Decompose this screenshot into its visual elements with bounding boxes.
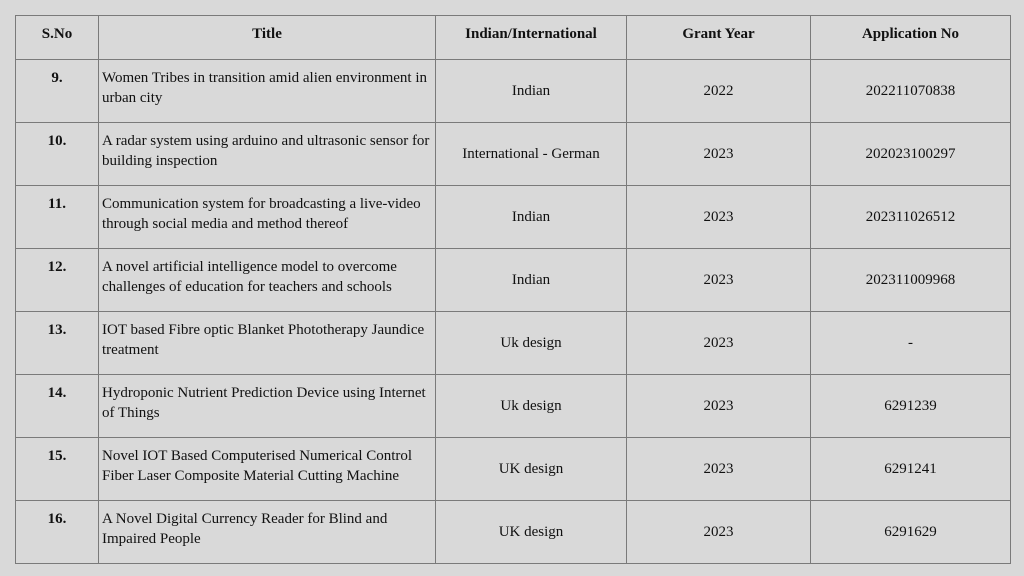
row-grant-year: 2023 [627, 438, 811, 501]
row-type: Indian [436, 249, 627, 312]
table-row [16, 438, 1011, 501]
patent-table-container [15, 15, 1011, 564]
row-type: Indian [436, 186, 627, 249]
row-sno: 14. [16, 375, 99, 438]
row-title: A radar system using arduino and ultrasonic sensor for building inspection [99, 123, 436, 186]
table-row [16, 123, 1011, 186]
row-title: A Novel Digital Currency Reader for Blind and Impaired People [99, 501, 436, 564]
row-grant-year: 2023 [627, 312, 811, 375]
row-type: Indian [436, 60, 627, 123]
row-application-no: 202311009968 [811, 249, 1011, 312]
row-grant-year: 2023 [627, 249, 811, 312]
row-sno: 11. [16, 186, 99, 249]
row-sno: 13. [16, 312, 99, 375]
row-type: Uk design [436, 312, 627, 375]
row-sno: 9. [16, 60, 99, 123]
row-sno: 12. [16, 249, 99, 312]
table-row [16, 375, 1011, 438]
table-row [16, 186, 1011, 249]
row-grant-year: 2023 [627, 501, 811, 564]
row-grant-year: 2023 [627, 375, 811, 438]
table-row [16, 60, 1011, 123]
row-application-no: 6291241 [811, 438, 1011, 501]
row-title: Novel IOT Based Computerised Numerical Control Fiber Laser Composite Material Cutting Machine [99, 438, 436, 501]
row-sno: 15. [16, 438, 99, 501]
table-row [16, 501, 1011, 564]
row-title: Communication system for broadcasting a live-video through social media and method thereof [99, 186, 436, 249]
table-body [16, 60, 1011, 564]
table-row [16, 312, 1011, 375]
row-title: IOT based Fibre optic Blanket Phototherapy Jaundice treatment [99, 312, 436, 375]
row-grant-year: 2023 [627, 186, 811, 249]
row-title: Hydroponic Nutrient Prediction Device using Internet of Things [99, 375, 436, 438]
row-grant-year: 2022 [627, 60, 811, 123]
header-title: Title [99, 16, 436, 60]
header-row [16, 16, 1011, 60]
header-grant-year: Grant Year [627, 16, 811, 60]
row-sno: 16. [16, 501, 99, 564]
row-application-no: 6291629 [811, 501, 1011, 564]
row-application-no: 202311026512 [811, 186, 1011, 249]
header-application-no: Application No [811, 16, 1011, 60]
row-title: Women Tribes in transition amid alien environment in urban city [99, 60, 436, 123]
table-row [16, 249, 1011, 312]
table-header [16, 16, 1011, 60]
row-type: Uk design [436, 375, 627, 438]
header-indian-international: Indian/International [436, 16, 627, 60]
row-type: International - German [436, 123, 627, 186]
row-type: UK design [436, 438, 627, 501]
row-sno: 10. [16, 123, 99, 186]
row-application-no: 202211070838 [811, 60, 1011, 123]
row-type: UK design [436, 501, 627, 564]
row-application-no: 202023100297 [811, 123, 1011, 186]
row-title: A novel artificial intelligence model to overcome challenges of education for teachers and schools [99, 249, 436, 312]
row-application-no: - [811, 312, 1011, 375]
patent-table [15, 15, 1011, 564]
row-application-no: 6291239 [811, 375, 1011, 438]
row-grant-year: 2023 [627, 123, 811, 186]
header-sno: S.No [16, 16, 99, 60]
